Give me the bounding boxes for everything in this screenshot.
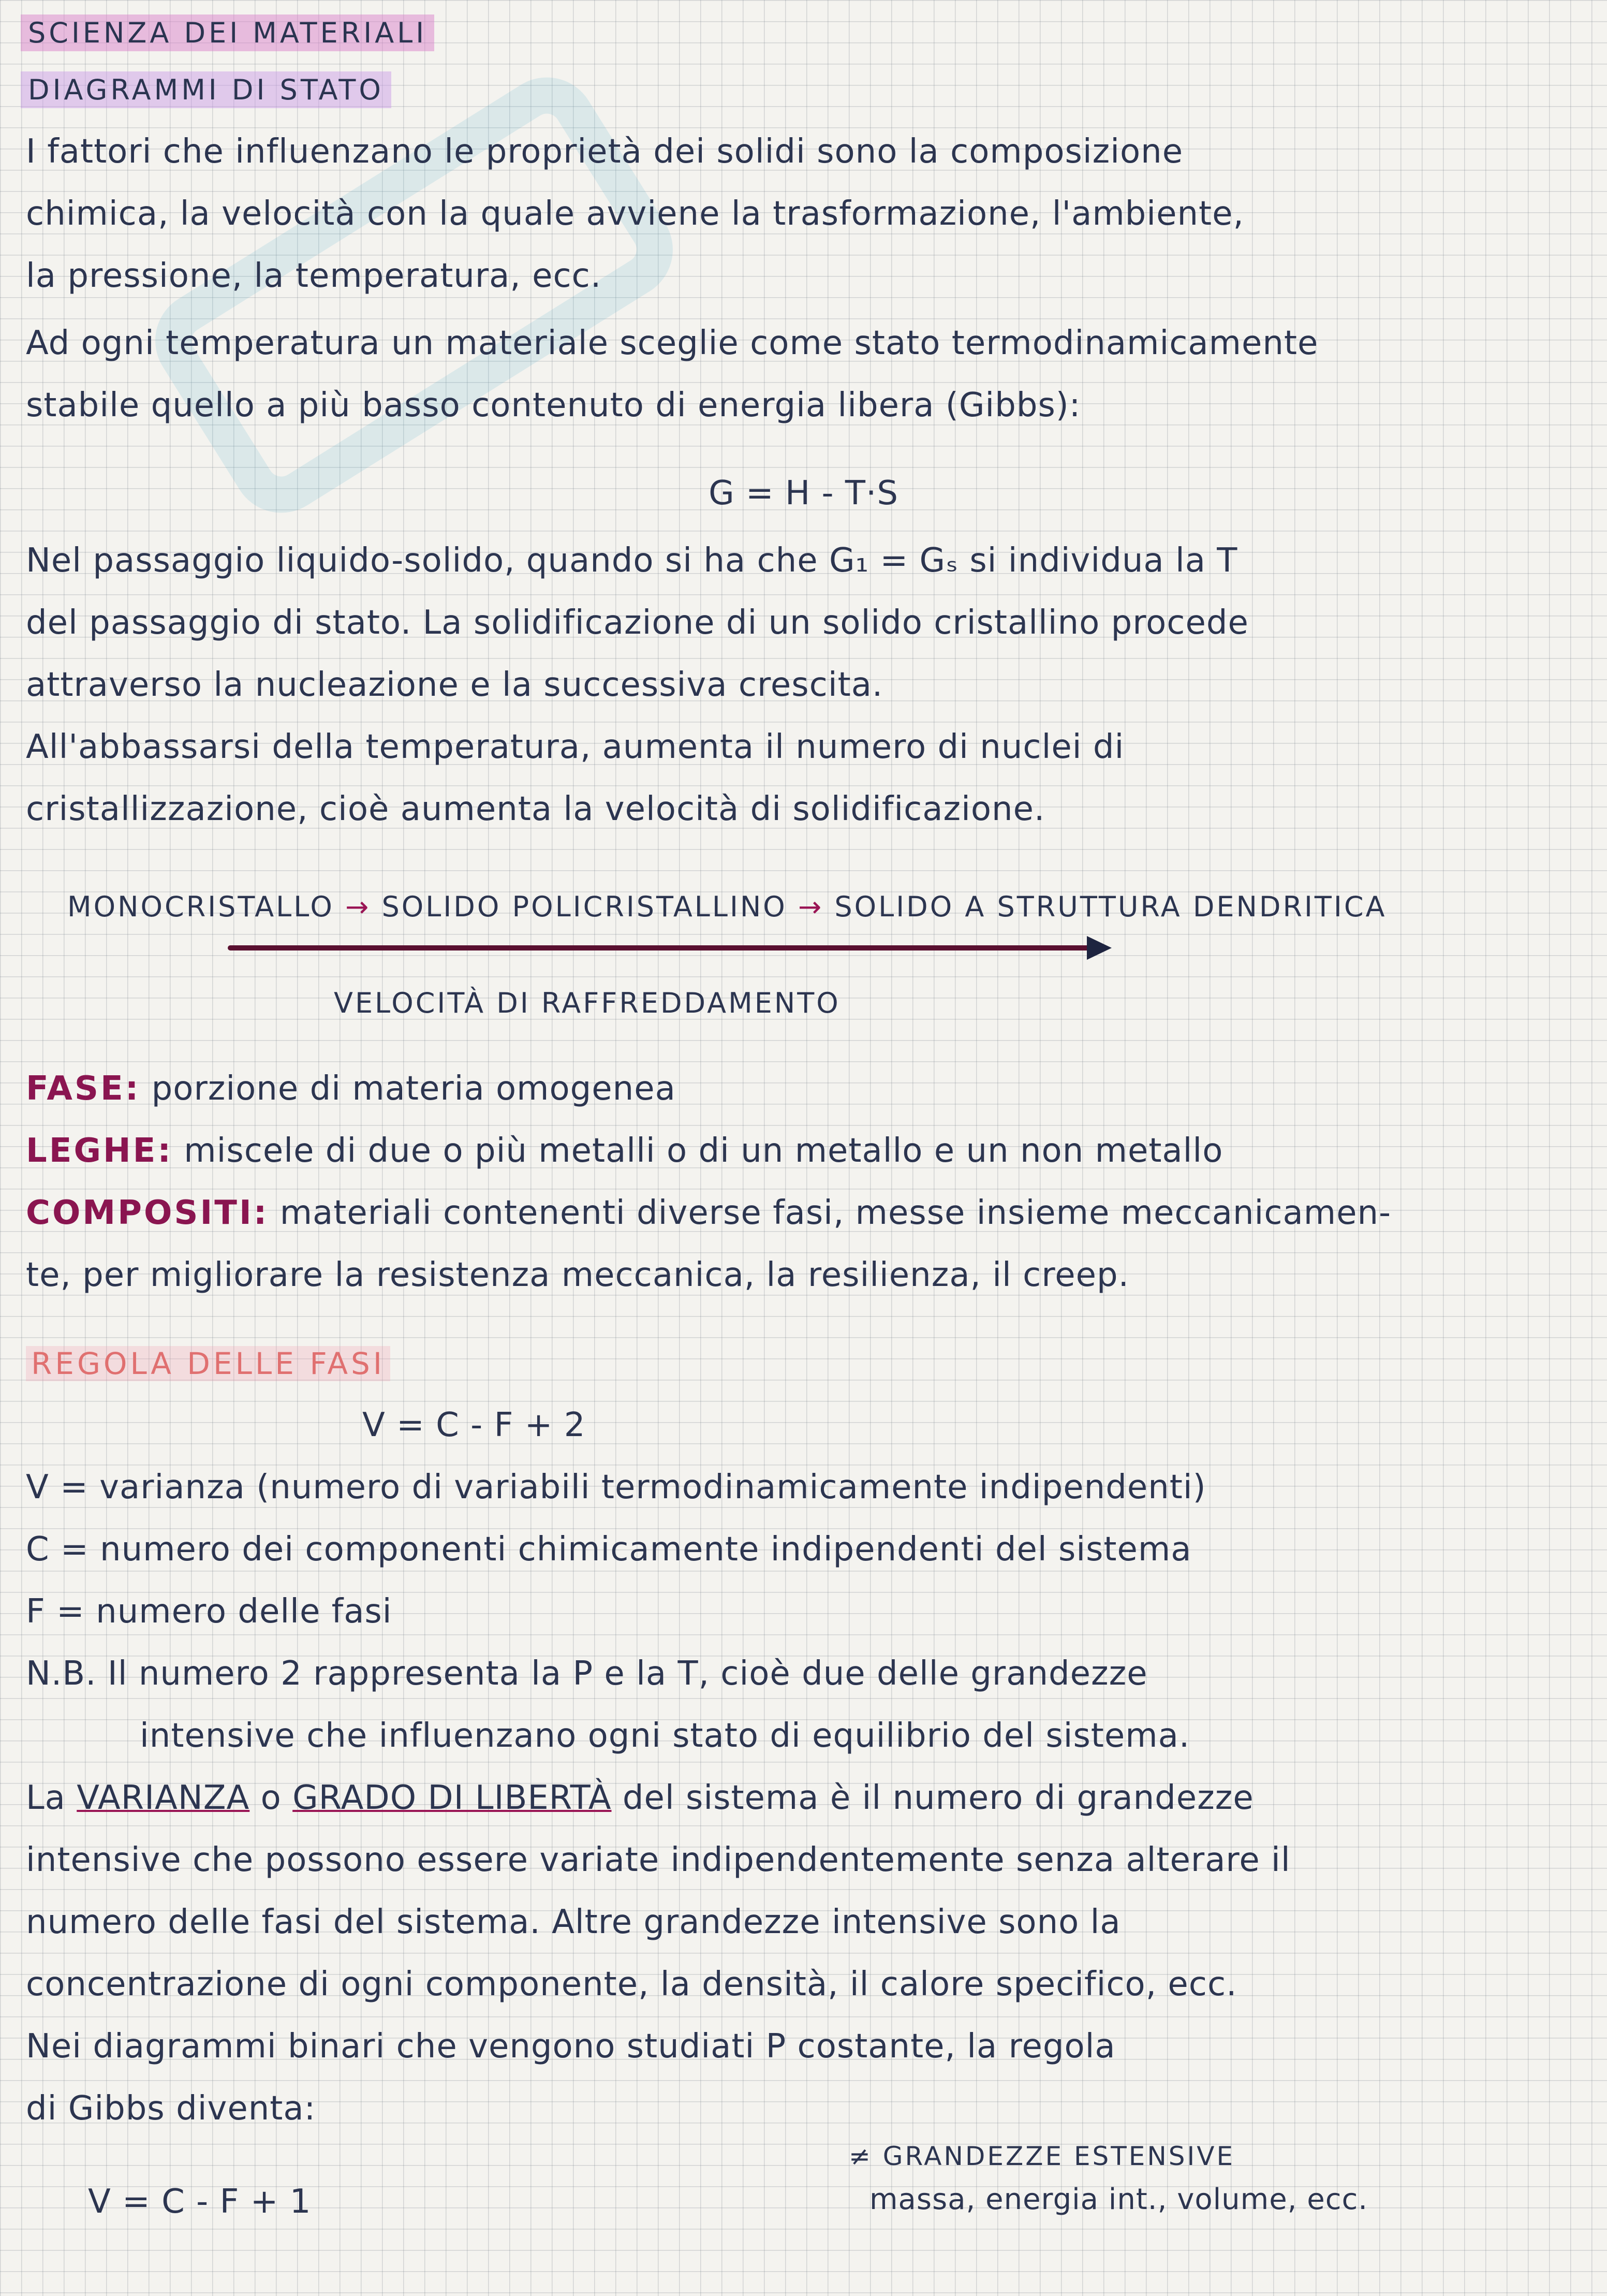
- intro-line: la pressione, la temperatura, ecc.: [26, 257, 602, 295]
- intro-line: I fattori che influenzano le proprietà dei solidi sono la composizione: [26, 133, 1184, 171]
- phase-rule-line: numero delle fasi del sistema. Altre grandezze intensive sono la: [26, 1903, 1121, 1941]
- varianza-or: o: [260, 1779, 282, 1817]
- solidification-line: attraverso la nucleazione e la successiva crescita.: [26, 666, 883, 704]
- intro-line: chimica, la velocità con la quale avviene la trasformazione, l'ambiente,: [26, 195, 1244, 233]
- definition-continuation: te, per migliorare la resistenza meccanica, la resilienza, il creep.: [26, 1256, 1129, 1294]
- solidification-line: del passaggio di stato. La solidificazione di un solido cristallino procede: [26, 604, 1249, 642]
- side-note-title: ≠ GRANDEZZE ESTENSIVE: [849, 2141, 1235, 2171]
- cooling-rate-axis: [228, 945, 1092, 950]
- definition-text: miscele di due o più metalli o di un metallo e un non metallo: [184, 1132, 1223, 1170]
- sequence-row: [67, 891, 1387, 922]
- arrow-icon: →: [798, 890, 824, 923]
- side-note-text: massa, energia int., volume, ecc.: [869, 2183, 1368, 2216]
- solidification-line: All'abbassarsi della temperatura, aumenta il numero di nuclei di: [26, 728, 1125, 766]
- step-monocristallo: MONOCRISTALLO: [67, 890, 334, 923]
- definition-row: [26, 1133, 1223, 1169]
- definition-row: [26, 1071, 676, 1107]
- definition-text: porzione di materia omogenea: [151, 1070, 676, 1108]
- phase-rule-line: concentrazione di ogni componente, la densità, il calore specifico, ecc.: [26, 1965, 1237, 2003]
- arrow-head-icon: [1087, 936, 1112, 960]
- phase-rule-var: F = numero delle fasi: [26, 1592, 392, 1631]
- binary-formula: V = C - F + 1: [88, 2183, 312, 2221]
- phase-rule-line: intensive che possono essere variate indipendentemente senza alterare il: [26, 1841, 1291, 1879]
- varianza-definition: [26, 1780, 1254, 1816]
- varianza-term: VARIANZA: [77, 1779, 250, 1817]
- phase-rule-var: V = varianza (numero di variabili termodinamicamente indipendenti): [26, 1468, 1206, 1507]
- varianza-prefix: La: [26, 1779, 66, 1817]
- varianza-rest: del sistema è il numero di grandezze: [622, 1779, 1254, 1817]
- subject-heading: SCIENZA DEI MATERIALI: [21, 14, 434, 51]
- definition-text: materiali contenenti diverse fasi, messe insieme meccanicamen-: [279, 1194, 1392, 1232]
- definition-term: FASE:: [26, 1070, 141, 1108]
- phase-rule-heading: [26, 1345, 390, 1381]
- step-policristallino: SOLIDO POLICRISTALLINO: [381, 890, 787, 923]
- topic-heading: DIAGRAMMI DI STATO: [21, 71, 391, 108]
- arrow-icon: →: [345, 890, 371, 923]
- watermark-logo: [78, 62, 750, 528]
- step-dendritica: SOLIDO A STRUTTURA DENDRITICA: [834, 890, 1387, 923]
- gibbs-formula: G = H - T·S: [709, 474, 898, 513]
- phase-rule-title: REGOLA DELLE FASI: [26, 1346, 390, 1381]
- phase-rule-var: C = numero dei componenti chimicamente indipendenti del sistema: [26, 1530, 1192, 1569]
- intro-line: stabile quello a più basso contenuto di energia libera (Gibbs):: [26, 386, 1081, 425]
- phase-rule-line: di Gibbs diventa:: [26, 2089, 316, 2128]
- nb-note: intensive che influenzano ogni stato di equilibrio del sistema.: [140, 1717, 1190, 1755]
- grado-liberta-term: GRADO DI LIBERTÀ: [292, 1779, 612, 1817]
- phase-rule-formula: V = C - F + 2: [362, 1406, 586, 1444]
- solidification-line: Nel passaggio liquido-solido, quando si ha che G₁ = Gₛ si individua la T: [26, 542, 1238, 580]
- nb-note: N.B. Il numero 2 rappresenta la P e la T, cioè due delle grandezze: [26, 1655, 1148, 1693]
- definition-term: LEGHE:: [26, 1132, 173, 1170]
- axis-label: VELOCITÀ DI RAFFREDDAMENTO: [334, 987, 841, 1019]
- phase-rule-line: Nei diagrammi binari che vengono studiati P costante, la regola: [26, 2027, 1116, 2066]
- definition-row: [26, 1195, 1391, 1231]
- intro-line: Ad ogni temperatura un materiale sceglie come stato termodinamicamente: [26, 324, 1319, 362]
- definition-term: COMPOSITI:: [26, 1194, 269, 1232]
- solidification-line: cristallizzazione, cioè aumenta la velocità di solidificazione.: [26, 790, 1045, 828]
